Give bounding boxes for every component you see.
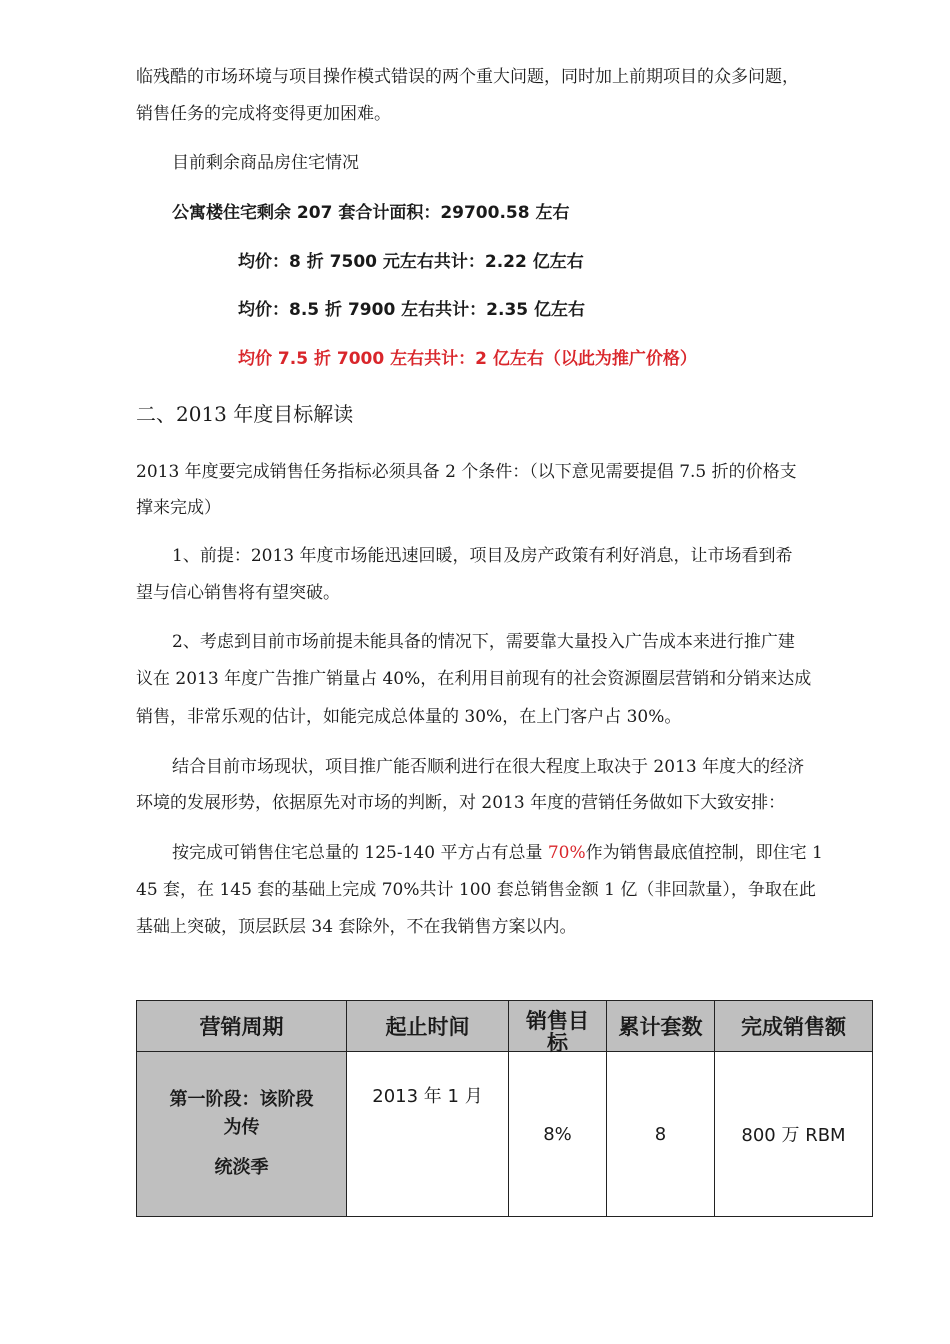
- header-cell-target: [509, 1001, 607, 1055]
- table-header-row: [137, 1001, 873, 1052]
- stage-line-2: 为传: [223, 1117, 260, 1138]
- paragraph-line: 议在 2013 年度广告推广销量占 40%，在利用目前现有的社会资源圈层营销和分销来达成: [136, 669, 812, 689]
- plan-text-b: 作为销售最底值控制，即住宅 1: [585, 843, 823, 863]
- header-cell-count: 累计套数: [607, 1001, 715, 1052]
- count-cell: 8: [607, 1052, 715, 1217]
- header-cell-amount: 完成销售额: [715, 1001, 873, 1052]
- header-cell-period: 营销周期: [137, 1001, 347, 1052]
- plan-text-a: 按完成可销售住宅总量的 125-140 平方占有总量: [172, 843, 548, 863]
- price-line-1: 均价：8 折 7500 元左右共计：2.22 亿左右: [238, 252, 584, 272]
- paragraph-line: 基础上突破，顶层跃层 34 套除外，不在我销售方案以内。: [136, 917, 577, 937]
- header-cell-time: 起止时间: [347, 1001, 509, 1052]
- paragraph-line: [172, 842, 823, 864]
- paragraph-line: 2013 年度要完成销售任务指标必须具备 2 个条件：（以下意见需要提倡 7.5 折的价格支: [136, 462, 797, 482]
- paragraph-line: 望与信心销售将有望突破。: [136, 583, 340, 603]
- sales-plan-table: [136, 1000, 873, 1217]
- paragraph-line: 2、考虑到目前市场前提未能具备的情况下，需要靠大量投入广告成本来进行推广建: [172, 632, 795, 652]
- header-target-line-1: 销售目: [526, 1009, 589, 1033]
- plan-text-highlight: 70%: [547, 843, 586, 863]
- paragraph-line: 销售任务的完成将变得更加困难。: [136, 104, 391, 124]
- paragraph-line: 撑来完成）: [136, 498, 221, 518]
- time-cell: 2013 年 1 月: [347, 1052, 509, 1217]
- header-target-line-2: 标: [547, 1031, 568, 1055]
- stage-cell: [137, 1052, 347, 1217]
- apartment-summary: 公寓楼住宅剩余 207 套合计面积：29700.58 左右: [172, 203, 570, 223]
- stage-line-1: 第一阶段：该阶段: [169, 1089, 314, 1110]
- paragraph-line: 45 套，在 145 套的基础上完成 70%共计 100 套总销售金额 1 亿（非回款量），争取在此: [136, 880, 816, 900]
- target-cell: 8%: [509, 1052, 607, 1217]
- paragraph-line: 1、前提：2013 年度市场能迅速回暖，项目及房产政策有利好消息，让市场看到希: [172, 546, 793, 566]
- paragraph-line: 环境的发展形势，依据原先对市场的判断，对 2013 年度的营销任务做如下大致安排：: [136, 793, 786, 813]
- section-heading: 二、2013 年度目标解读: [136, 402, 354, 426]
- price-line-3-highlight: 均价 7.5 折 7000 左右共计：2 亿左右（以此为推广价格）: [238, 349, 697, 369]
- amount-cell: 800 万 RBM: [715, 1052, 873, 1217]
- table-row: [137, 1052, 873, 1217]
- paragraph-line: 临残酷的市场环境与项目操作模式错误的两个重大问题，同时加上前期项目的众多问题，: [136, 67, 799, 87]
- paragraph-line: 销售，非常乐观的估计，如能完成总体量的 30%，在上门客户占 30%。: [136, 707, 682, 727]
- inventory-title: 目前剩余商品房住宅情况: [172, 153, 359, 173]
- price-line-2: 均价：8.5 折 7900 左右共计：2.35 亿左右: [238, 300, 586, 320]
- paragraph-line: 结合目前市场现状，项目推广能否顺利进行在很大程度上取决于 2013 年度大的经济: [172, 757, 805, 777]
- stage-line-3: 统淡季: [214, 1157, 269, 1178]
